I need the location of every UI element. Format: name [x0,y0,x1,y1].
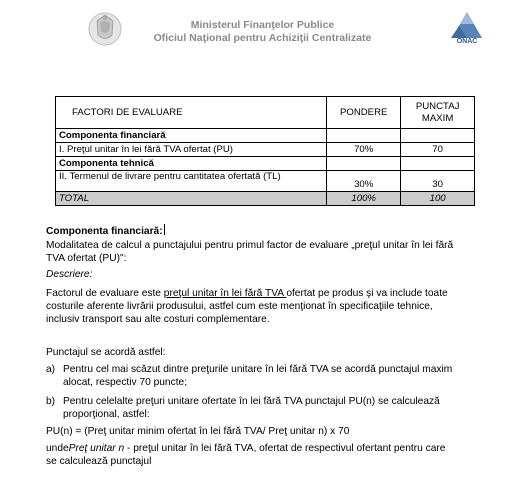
intro-line-1: Modalitatea de calcul a punctajului pentru primul factor de evaluare „preţul unitar în lei fără [46,240,454,251]
ministry-title: Ministerul Finanţelor Publice [190,19,335,31]
evaluation-table [55,96,475,206]
onac-logo-text: ONAC [456,38,478,45]
office-title: Oficiul Naţional pentru Achiziţii Centralizate [153,32,372,44]
total-label: TOTAL [56,192,327,206]
item-b-line-2: proporţional, astfel: [63,409,150,420]
header-factori: FACTORI DE EVALUARE [56,97,327,129]
table-row [56,143,475,157]
section-financial-label: Componenta financiară [56,129,327,143]
factor-weight: 70% [327,143,401,157]
total-row [56,192,475,206]
factor-weight: 30% [327,171,401,192]
punctaj-intro: Punctajul se acordă astfel: [46,347,166,358]
unde-line-1: undePreţ unitar n - preţul unitar în lei fără TVA, ofertat de respectivul ofertant pentru care [46,443,446,454]
item-b-label: b) [46,396,56,407]
romania-coat-of-arms-icon [88,9,122,49]
intro-line-2: TVA ofertat (PU)": [46,253,127,264]
description-line-3: inclusiv transport sau alte costuri complementare. [46,314,270,325]
unde-line-2: se calculează punctajul [46,456,152,467]
section-technical-label: Componenta tehnică [56,157,327,171]
formula: PU(n) = (Preţ unitar minim ofertat în lei fără TVA/ Preţ unitar n) x 70 [46,426,350,437]
section-row-financial [56,129,475,143]
section-heading: Componenta financiară: [46,224,165,239]
item-a-line-2: alocat, respectiv 70 puncte; [63,377,188,388]
description-line-1: Factorul de evaluare este preţul unitar în lei fără TVA ofertat pe produs şi va include toate [46,288,448,299]
header-pondere: PONDERE [327,97,401,129]
table-row [56,171,475,192]
factor-label: II. Termenul de livrare pentru cantitatea ofertată (TL) [56,171,327,192]
factor-max-points: 70 [401,143,475,157]
item-b-line-1: Pentru celelalte preţuri unitare ofertate în lei fără TVA punctajul PU(n) se calculează [63,396,440,407]
total-weight: 100% [327,192,401,206]
factor-label: I. Preţul unitar în lei fără TVA ofertat (PU) [56,143,327,157]
factor-max-points: 30 [401,171,475,192]
table-header-row [56,97,475,129]
description-line-2: costurile aferente livrării produsului, astfel cum este menţionat în specificaţiile tehnice, [46,301,433,312]
item-a-label: a) [46,364,56,375]
header-punctaj: PUNCTAJ MAXIM [401,97,475,129]
descriere-label: Descriere: [46,269,93,280]
section-row-technical [56,157,475,171]
total-points: 100 [401,192,475,206]
item-a-line-1: Pentru cel mai scăzut dintre preţurile unitare în lei fără TVA se acordă punctajul maxim [63,364,453,375]
text-cursor [164,224,166,235]
